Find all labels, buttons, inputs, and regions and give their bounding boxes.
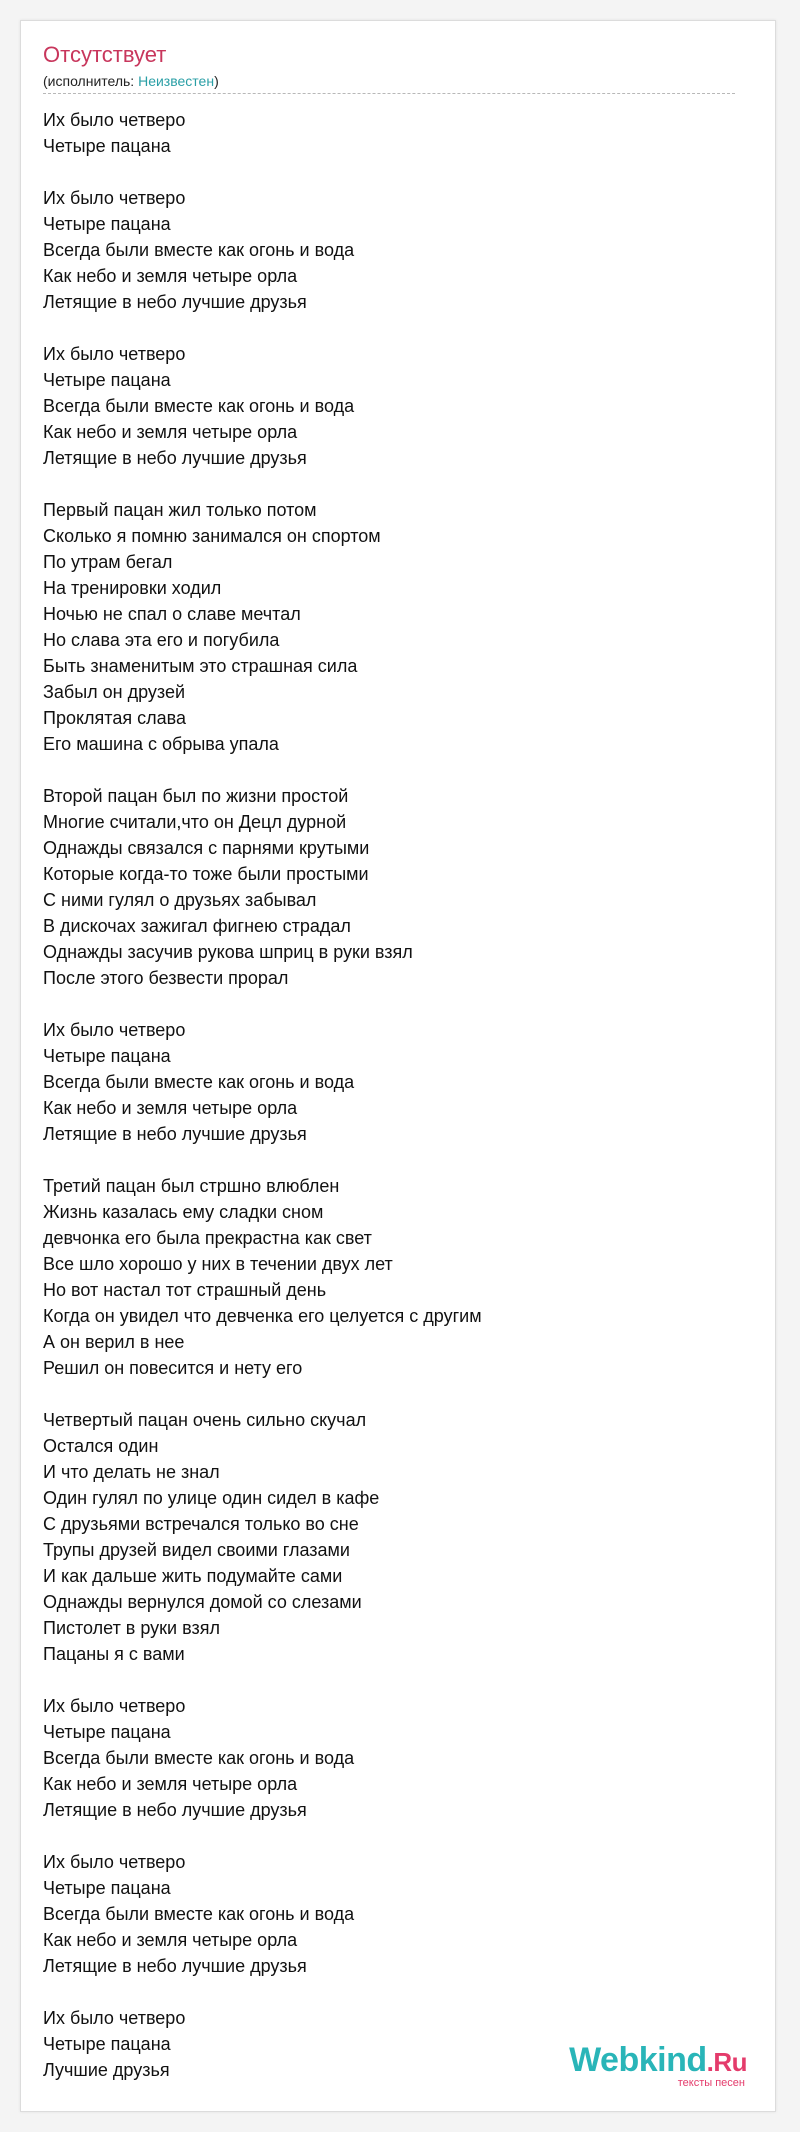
lyric-line: Летящие в небо лучшие друзья — [43, 292, 307, 312]
lyric-line: Решил он повесится и нету его — [43, 1358, 303, 1378]
lyric-line: Четыре пацана — [43, 1046, 171, 1066]
lyric-line: Ночью не спал о славе мечтал — [43, 604, 301, 624]
lyric-line: Его машина с обрыва упала — [43, 734, 279, 754]
lyric-line: Лучшие друзья — [43, 2060, 170, 2080]
lyric-line: Как небо и земля четыре орла — [43, 422, 298, 442]
lyric-line: Их было четверо — [43, 110, 186, 130]
lyric-line: Четыре пацана — [43, 2034, 171, 2054]
lyrics-stanza — [43, 107, 743, 159]
lyric-line: Однажды связался с парнями крутыми — [43, 838, 370, 858]
lyric-line: Пистолет в руки взял — [43, 1618, 220, 1638]
lyric-line: Третий пацан был стршно влюблен — [43, 1176, 340, 1196]
lyric-line: Однажды засучив рукова шприц в руки взял — [43, 942, 413, 962]
lyric-line: Четыре пацана — [43, 1878, 171, 1898]
lyric-line: Летящие в небо лучшие друзья — [43, 1956, 307, 1976]
lyric-line: И что делать не знал — [43, 1462, 220, 1482]
lyric-line: Всегда были вместе как огонь и вода — [43, 1748, 355, 1768]
lyric-line: Как небо и земля четыре орла — [43, 1098, 298, 1118]
lyric-line: Четыре пацана — [43, 136, 171, 156]
lyrics-body — [43, 107, 743, 2109]
artist-suffix: ) — [214, 73, 219, 89]
logo-tagline: тексты песен — [677, 2077, 745, 2089]
lyric-line: Их было четверо — [43, 344, 186, 364]
lyric-line: Проклятая слава — [43, 708, 186, 728]
lyric-line: Остался один — [43, 1436, 159, 1456]
lyric-line: Четыре пацана — [43, 214, 171, 234]
lyric-line: Их было четверо — [43, 1020, 186, 1040]
logo-ru-text: .Ru — [706, 2047, 747, 2077]
lyric-line: Их было четверо — [43, 2008, 186, 2028]
lyric-line: Однажды вернулся домой со слезами — [43, 1592, 362, 1612]
lyrics-stanza — [43, 1407, 743, 1667]
lyric-line: Как небо и земля четыре орла — [43, 266, 298, 286]
lyrics-card — [20, 20, 776, 2112]
lyric-line: Как небо и земля четыре орла — [43, 1774, 298, 1794]
artist-prefix: (исполнитель: — [43, 73, 139, 89]
song-title: Отсутствует — [43, 42, 167, 67]
lyric-line: Всегда были вместе как огонь и вода — [43, 396, 355, 416]
lyric-line: Когда он увидел что девченка его целуется с другим — [43, 1306, 482, 1326]
lyric-line: На тренировки ходил — [43, 578, 222, 598]
lyric-line: Но вот настал тот страшный день — [43, 1280, 327, 1300]
lyric-line: После этого безвести прорал — [43, 968, 289, 988]
lyric-line: Их было четверо — [43, 1696, 186, 1716]
lyrics-stanza — [43, 783, 743, 991]
lyric-line: Но слава эта его и погубила — [43, 630, 280, 650]
lyric-line: Летящие в небо лучшие друзья — [43, 1800, 307, 1820]
webkind-logo[interactable] — [569, 2043, 747, 2089]
lyric-line: Как небо и земля четыре орла — [43, 1930, 298, 1950]
lyric-line: В дискочах зажигал фигнею страдал — [43, 916, 351, 936]
lyric-line: Которые когда-то тоже были простыми — [43, 864, 369, 884]
lyric-line: Один гулял по улице один сидел в кафе — [43, 1488, 380, 1508]
lyric-line: Четвертый пацан очень сильно скучал — [43, 1410, 367, 1430]
lyric-line: Пацаны я с вами — [43, 1644, 185, 1664]
lyrics-stanza — [43, 497, 743, 757]
lyric-line: Летящие в небо лучшие друзья — [43, 448, 307, 468]
lyric-line: Всегда были вместе как огонь и вода — [43, 240, 355, 260]
lyric-line: По утрам бегал — [43, 552, 173, 572]
lyric-line: Жизнь казалась ему сладки сном — [43, 1202, 324, 1222]
lyrics-stanza — [43, 1693, 743, 1823]
logo-main-text: Webkind — [569, 2041, 707, 2079]
lyric-line: Все шло хорошо у них в течении двух лет — [43, 1254, 393, 1274]
lyric-line: Забыл он друзей — [43, 682, 186, 702]
lyric-line: Первый пацан жил только потом — [43, 500, 317, 520]
lyric-line: Всегда были вместе как огонь и вода — [43, 1904, 355, 1924]
lyrics-stanza — [43, 1017, 743, 1147]
lyric-line: Их было четверо — [43, 1852, 186, 1872]
lyrics-stanza — [43, 341, 743, 471]
lyric-line: А он верил в нее — [43, 1332, 185, 1352]
lyric-line: С ними гулял о друзьях забывал — [43, 890, 317, 910]
lyric-line: Их было четверо — [43, 188, 186, 208]
artist-line — [43, 73, 219, 89]
lyric-line: Сколько я помню занимался он спортом — [43, 526, 381, 546]
lyric-line: Четыре пацана — [43, 1722, 171, 1742]
lyric-line: Всегда были вместе как огонь и вода — [43, 1072, 355, 1092]
header-divider — [43, 93, 735, 94]
lyrics-stanza — [43, 1173, 743, 1381]
lyric-line: Летящие в небо лучшие друзья — [43, 1124, 307, 1144]
lyric-line: С друзьями встречался только во сне — [43, 1514, 359, 1534]
lyrics-stanza — [43, 1849, 743, 1979]
artist-link[interactable]: Неизвестен — [138, 73, 215, 89]
lyric-line: Второй пацан был по жизни простой — [43, 786, 349, 806]
lyric-line: девчонка его была прекрастна как свет — [43, 1228, 372, 1248]
lyric-line: Четыре пацана — [43, 370, 171, 390]
lyrics-stanza — [43, 185, 743, 315]
lyric-line: Многие считали,что он Децл дурной — [43, 812, 347, 832]
lyric-line: Быть знаменитым это страшная сила — [43, 656, 358, 676]
lyric-line: Трупы друзей видел своими глазами — [43, 1540, 350, 1560]
lyric-line: И как дальше жить подумайте сами — [43, 1566, 343, 1586]
